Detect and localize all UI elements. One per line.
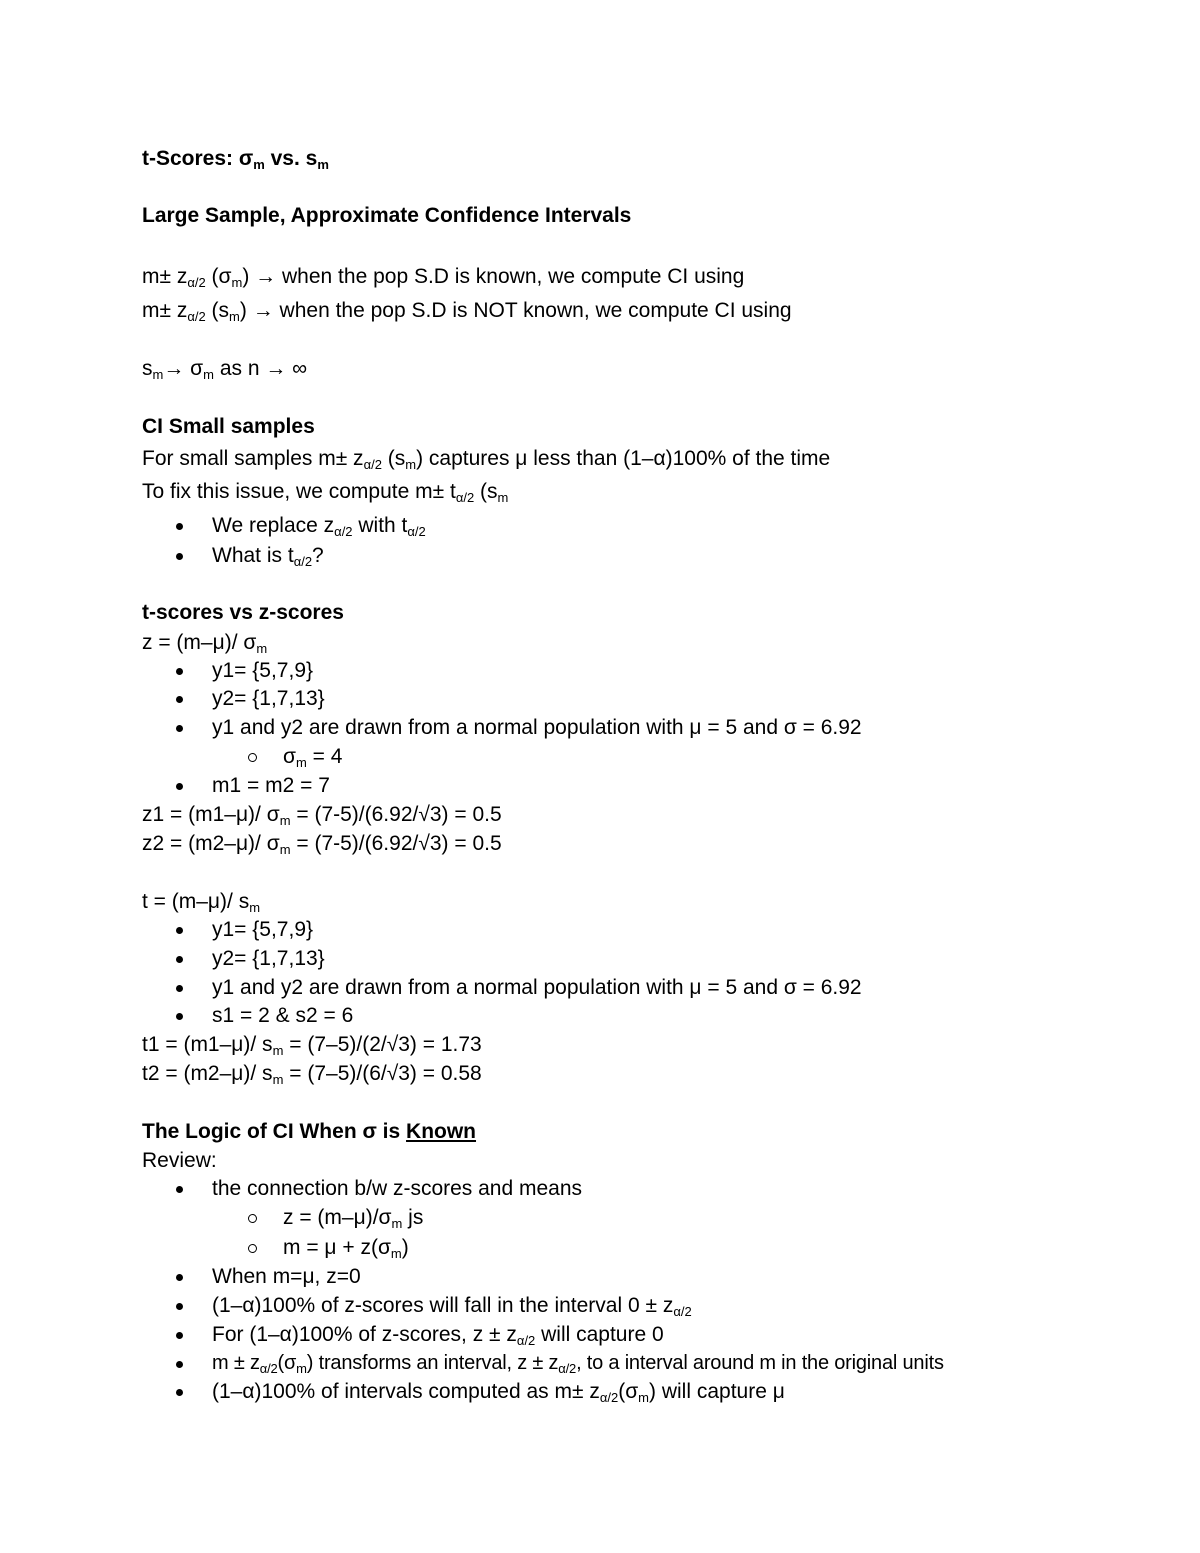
list-item: When m=μ, z=0 (212, 1265, 361, 1288)
page-title: t-Scores: σm vs. sm (142, 147, 329, 172)
list-item: We replace zα/2 with tα/2 (212, 514, 426, 539)
list-item: s1 = 2 & s2 = 6 (212, 1004, 354, 1027)
sub-list-item: z = (m–μ)/σm js (283, 1206, 424, 1231)
bullet-icon (176, 684, 183, 713)
list-item: For (1–α)100% of z-scores, z ± zα/2 will capture 0 (212, 1323, 664, 1348)
bullet-icon (176, 713, 183, 742)
small-samples-heading: CI Small samples (142, 415, 315, 438)
ci-known-line: m± zα/2 (σm) → when the pop S.D is known, we compute CI using (142, 265, 745, 290)
bullet-icon (176, 1377, 183, 1406)
bullet-icon (176, 1349, 183, 1378)
list-item: y1= {5,7,9} (212, 659, 314, 682)
bullet-icon (176, 656, 183, 685)
t1-equation: t1 = (m1–μ)/ sm = (7–5)/(2/√3) = 1.73 (142, 1033, 482, 1058)
bullet-icon (176, 1001, 183, 1030)
list-item: y1 and y2 are drawn from a normal population with μ = 5 and σ = 6.92 (212, 976, 862, 999)
list-item: m1 = m2 = 7 (212, 774, 330, 797)
review-label: Review: (142, 1149, 217, 1172)
bullet-icon (176, 1291, 183, 1320)
bullet-icon (176, 771, 183, 800)
bullet-icon (176, 1262, 183, 1291)
convergence-line: sm→ σm as n → ∞ (142, 357, 308, 382)
list-item: the connection b/w z-scores and means (212, 1177, 583, 1200)
ci-unknown-line: m± zα/2 (sm) → when the pop S.D is NOT known, we compute CI using (142, 299, 792, 324)
tz-heading: t-scores vs z-scores (142, 601, 344, 624)
sub-bullet-icon (248, 742, 257, 771)
sub-list-item: m = μ + z(σm) (283, 1236, 409, 1261)
t-formula: t = (m–μ)/ sm (142, 890, 261, 915)
list-item: y2= {1,7,13} (212, 947, 325, 970)
sub-bullet-icon (248, 1233, 257, 1262)
small-samples-line1: For small samples m± zα/2 (sm) captures μ less than (1–α)100% of the time (142, 447, 831, 472)
small-samples-line2: To fix this issue, we compute m± tα/2 (sm (142, 480, 509, 505)
z1-equation: z1 = (m1–μ)/ σm = (7-5)/(6.92/√3) = 0.5 (142, 803, 502, 828)
large-sample-heading: Large Sample, Approximate Confidence Intervals (142, 204, 632, 227)
t2-equation: t2 = (m2–μ)/ sm = (7–5)/(6/√3) = 0.58 (142, 1062, 482, 1087)
sub-list-item: σm = 4 (283, 745, 343, 770)
list-item: $m \pm z_{\alpha/2}(\sigma_m)$ transforms an interval, $z \pm z_{\alpha/2}$, to a interval around m in the original units (212, 1352, 944, 1376)
bullet-icon (176, 1320, 183, 1349)
list-item: What is tα/2? (212, 544, 324, 569)
sub-bullet-icon (248, 1203, 257, 1232)
bullet-icon (176, 541, 183, 570)
list-item: (1–α)100% of z-scores will fall in the interval 0 ± zα/2 (212, 1294, 692, 1319)
bullet-icon (176, 915, 183, 944)
list-item: (1–α)100% of intervals computed as m± zα/2(σm) will capture μ (212, 1380, 785, 1405)
list-item: y2= {1,7,13} (212, 687, 325, 710)
list-item: y1 and y2 are drawn from a normal population with μ = 5 and σ = 6.92 (212, 716, 862, 739)
z2-equation: z2 = (m2–μ)/ σm = (7-5)/(6.92/√3) = 0.5 (142, 832, 502, 857)
bullet-icon (176, 511, 183, 540)
logic-heading: The Logic of CI When σ is Known (142, 1120, 477, 1143)
bullet-icon (176, 973, 183, 1002)
bullet-icon (176, 1174, 183, 1203)
bullet-icon (176, 944, 183, 973)
z-formula: z = (m–μ)/ σm (142, 631, 268, 656)
list-item: y1= {5,7,9} (212, 918, 314, 941)
